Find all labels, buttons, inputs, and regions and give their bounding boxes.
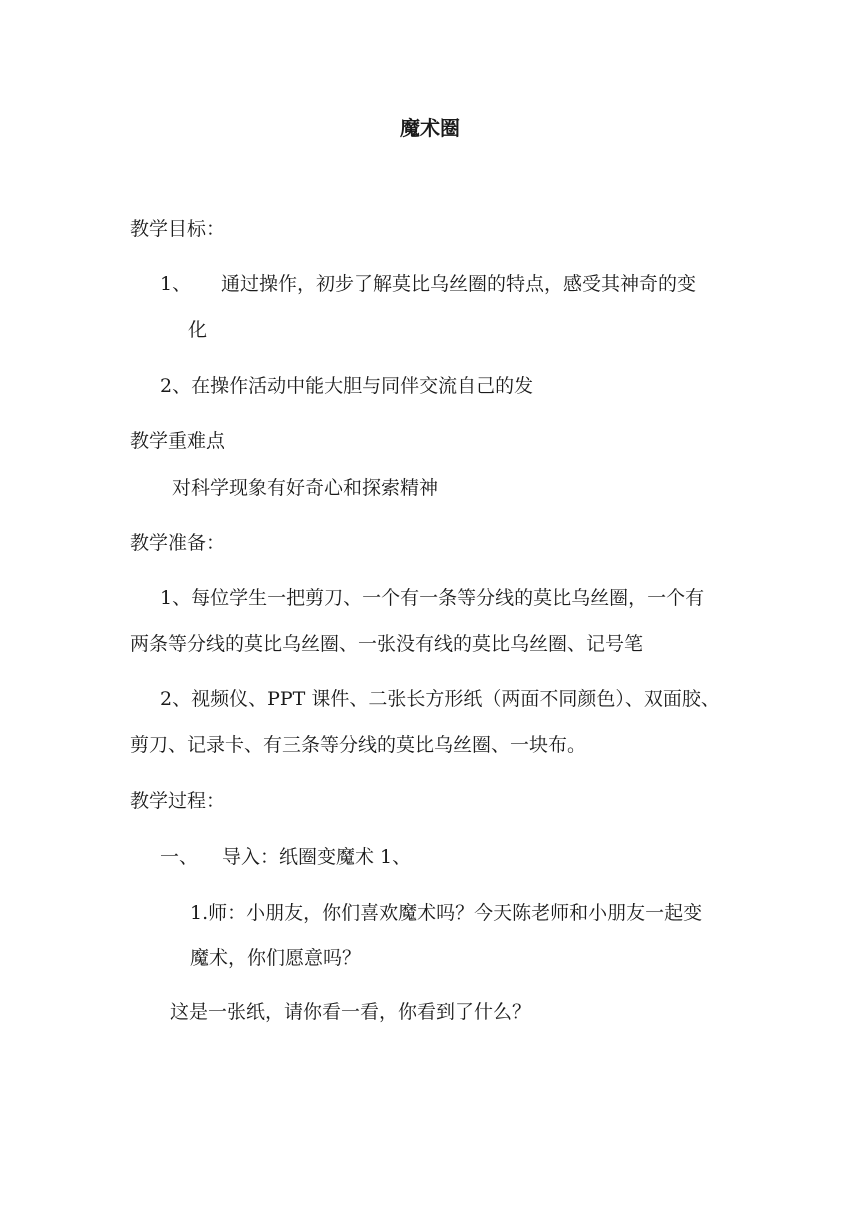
goal-item-1-number: 1、 <box>160 273 192 295</box>
goals-heading: 教学目标： <box>130 218 226 240</box>
preparation-item-2-line-1: 2、视频仪、PPT 课件、二张长方形纸（两面不同颜色）、双面胶、 <box>160 688 720 710</box>
teacher-speech-line-1: 1.师：小朋友，你们喜欢魔术吗？今天陈老师和小朋友一起变 <box>190 902 703 924</box>
process-step-1-number: 一、 <box>160 846 199 868</box>
key-points-heading: 教学重难点 <box>130 430 226 452</box>
preparation-item-1-line-2: 两条等分线的莫比乌丝圈、一张没有线的莫比乌丝圈、记号笔 <box>130 633 644 655</box>
goal-item-2: 2、在操作活动中能大胆与同伴交流自己的发 <box>160 375 534 397</box>
goal-item-1-continuation: 化 <box>188 319 208 341</box>
document-title: 魔术圈 <box>400 116 460 140</box>
key-points-text: 对科学现象有好奇心和探索精神 <box>172 477 439 499</box>
paper-question: 这是一张纸，请你看一看，你看到了什么？ <box>170 1001 532 1023</box>
teacher-speech-line-2: 魔术，你们愿意吗？ <box>190 947 362 969</box>
preparation-heading: 教学准备： <box>130 532 226 554</box>
goal-item-1-text: 通过操作，初步了解莫比乌丝圈的特点，感受其神奇的变 <box>221 273 697 295</box>
process-heading: 教学过程： <box>130 790 226 812</box>
preparation-item-1-line-1: 1、每位学生一把剪刀、一个有一条等分线的莫比乌丝圈，一个有 <box>160 587 705 609</box>
preparation-item-2-line-2: 剪刀、记录卡、有三条等分线的莫比乌丝圈、一块布。 <box>130 734 587 756</box>
process-step-1-text: 导入：纸圈变魔术 1、 <box>222 846 412 868</box>
